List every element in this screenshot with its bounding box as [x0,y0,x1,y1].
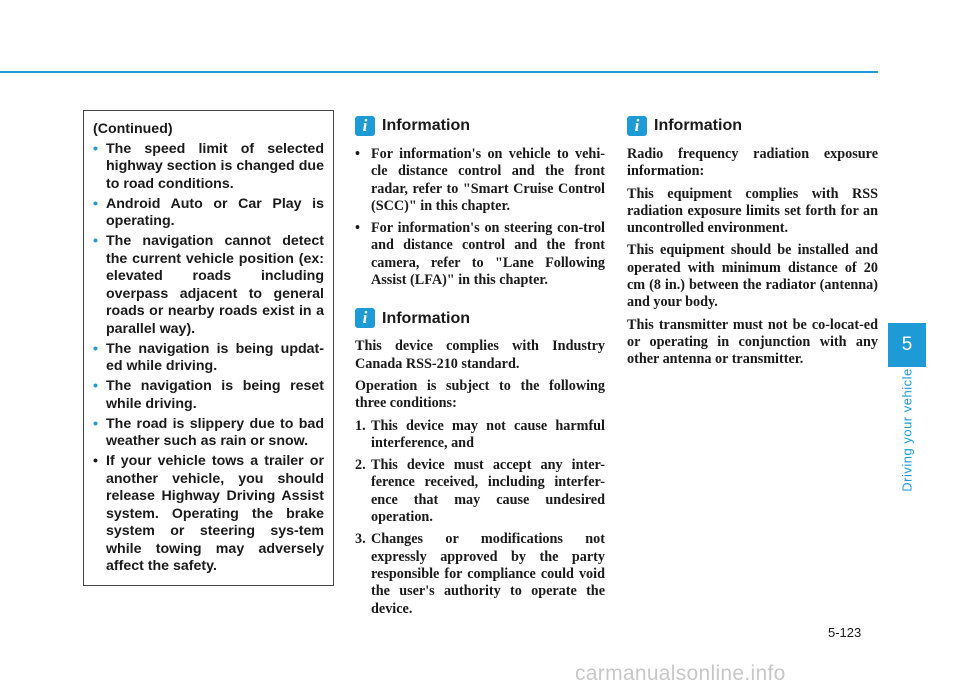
item-number: 1. [355,417,366,434]
paragraph: This transmitter must not be co-locat-ed or operating in conjunction with any other antenna or transmitter. [627,316,878,368]
chapter-tab: 5 [888,323,926,367]
list-item: • The navigation cannot detect the current vehicle position (ex: elevated roads including overpass adjacent to general roads or nearby roads exist in a parallel way). [93,233,324,337]
list-item: • The road is slippery due to bad weather such as rain or snow. [93,415,324,449]
info-icon: i [355,116,375,136]
info-title: Information [382,309,470,327]
watermark: carmanualsonline.info [575,662,786,685]
paragraph: This equipment should be installed and operated with minimum distance of 20 cm (8 in.) between the radiator (antenna) and your body. [627,242,878,311]
info-bullet-list [355,146,605,289]
condition-list [93,141,324,576]
item-number: 2. [355,457,366,474]
paragraph: Radio frequency radiation exposure information: [627,146,878,180]
bullet-icon: • [93,453,98,469]
list-item: • The navigation is being updat-ed while driving. [93,340,324,374]
list-item: • For information's on vehicle to vehi-cle distance control and the front radar, refer to "Smart Cruise Control (SCC)" in this chapter. [355,146,605,214]
paragraph: This equipment complies with RSS radiation exposure limits set forth for an uncontrolled environment. [627,185,878,237]
bullet-icon: • [93,233,98,249]
info-title: Information [382,117,470,135]
bullet-icon: • [93,340,98,357]
info-title: Information [654,117,742,135]
bullet-icon: • [355,220,360,237]
info-heading [355,116,605,136]
continued-warning-box [83,110,334,586]
paragraph: Operation is subject to the following three conditions: [355,377,605,412]
list-item: 1. This device may not cause harmful interference, and [355,417,605,451]
list-item: 2. This device must accept any inter-ference received, including interfer-ence that may cause undesired operation. [355,457,605,526]
page-number: 5-123 [828,625,862,640]
bullet-icon: • [93,378,98,394]
spacer [355,294,605,308]
top-rule [0,71,878,73]
bullet-icon: • [93,140,98,157]
bullet-icon: • [93,195,98,212]
item-number: 3. [355,531,366,548]
bullet-icon: • [355,146,360,162]
bullet-icon: • [93,415,98,432]
continued-heading: (Continued) [93,121,173,137]
chapter-label: Driving your vehicle [899,368,915,492]
info-icon: i [355,308,375,328]
list-item: • For information's on steering con-trol and distance control and the front camera, refer to "Lane Following Assist (LFA)" in this chapter. [355,220,605,289]
info-icon: i [627,116,647,136]
list-item: • If your vehicle tows a trailer or another vehicle, you should release Highway Driving Assist system. Operating the brake system or steering sys-tem while towing may adversely affect the safety. [93,453,324,574]
list-item: 3. Changes or modifications not expressly approved by the party responsible for compliance could void the user's authority to operate the device. [355,531,605,617]
paragraph: This device complies with Industry Canada RSS-210 standard. [355,338,605,372]
info-heading [355,308,605,328]
middle-column [355,116,605,623]
list-item: • Android Auto or Car Play is operating. [93,195,324,229]
list-item: • The speed limit of selected highway section is changed due to road conditions. [93,140,324,192]
right-column [627,116,878,374]
conditions-numbered-list [355,418,605,618]
list-item: • The navigation is being reset while driving. [93,378,324,412]
info-heading [627,116,878,136]
